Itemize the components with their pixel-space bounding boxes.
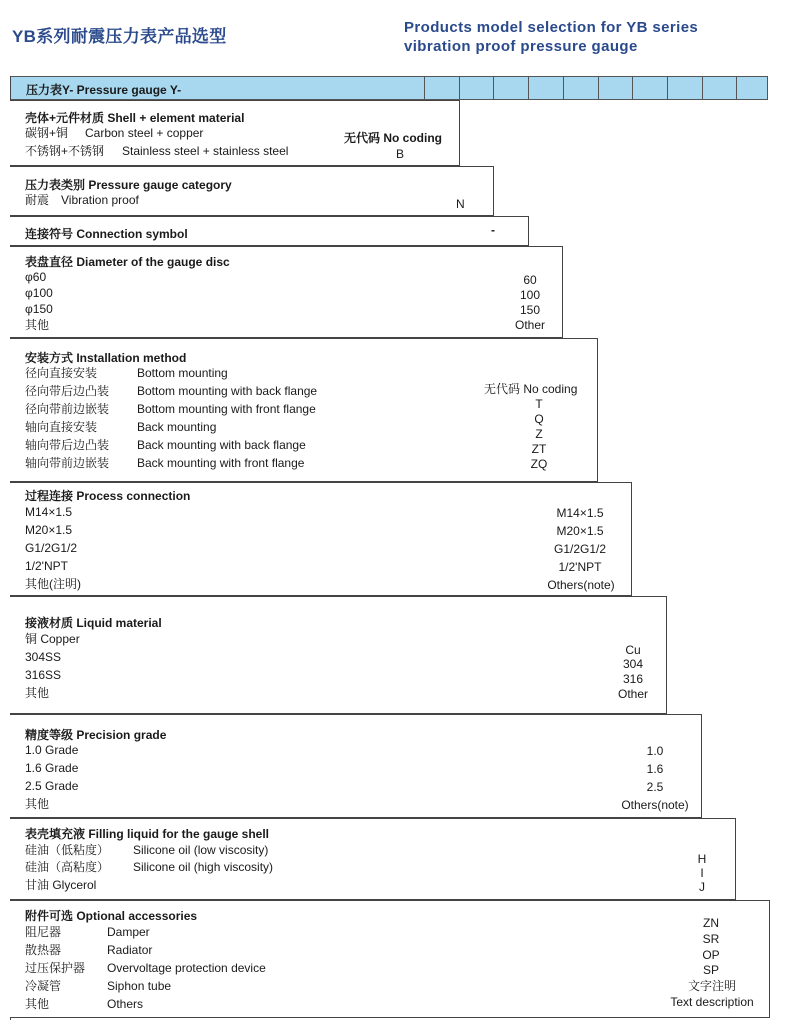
option-cn: 硅油（低粘度） bbox=[25, 843, 110, 857]
option-row: φ60 bbox=[25, 270, 47, 284]
option-cn: 碳钢+铜 bbox=[25, 126, 69, 140]
option-code: 100 bbox=[519, 288, 541, 302]
option-en: Back mounting with back flange bbox=[137, 438, 306, 452]
section-title: 附件可选 Optional accessories bbox=[25, 909, 198, 923]
option-code: Other bbox=[514, 318, 545, 332]
option-cn: 径向带前边嵌装 bbox=[25, 402, 110, 416]
option-row bbox=[25, 125, 204, 142]
option-en: Silicone oil (low viscosity) bbox=[133, 843, 269, 857]
option-row bbox=[25, 978, 172, 995]
option-cn: 阻尼器 bbox=[25, 925, 62, 939]
option-en: Vibration proof bbox=[61, 193, 139, 207]
option-code: Others(note) bbox=[621, 798, 689, 812]
option-en: Back mounting bbox=[137, 420, 217, 434]
header-cell bbox=[736, 77, 737, 99]
option-row bbox=[25, 437, 306, 454]
option-code: I bbox=[700, 866, 704, 880]
option-row: φ100 bbox=[25, 286, 53, 300]
model-header-bar bbox=[10, 76, 768, 100]
option-row: 其他(注明) bbox=[25, 577, 81, 591]
option-code: H bbox=[697, 852, 707, 866]
page-title-en-line-2: vibration proof pressure gauge bbox=[404, 38, 638, 55]
option-row: φ150 bbox=[25, 302, 53, 316]
option-code: Others(note) bbox=[547, 578, 615, 592]
section-gauge-diameter bbox=[10, 246, 563, 338]
option-en: Siphon tube bbox=[107, 979, 172, 993]
option-cn: 轴向直接安装 bbox=[25, 420, 98, 434]
option-cn: 径向带后边凸装 bbox=[25, 384, 110, 398]
section-title: 表盘直径 Diameter of the gauge disc bbox=[25, 255, 230, 269]
option-en: Others bbox=[107, 997, 144, 1011]
option-code: J bbox=[699, 880, 705, 894]
option-en: Carbon steel + copper bbox=[85, 126, 204, 140]
option-row: 其他 bbox=[25, 318, 50, 332]
header-cell bbox=[667, 77, 668, 99]
option-code: G1/2G1/2 bbox=[553, 542, 607, 556]
section-optional-accessories bbox=[10, 900, 770, 1018]
section-title: 表壳填充液 Filling liquid for the gauge shell bbox=[25, 827, 270, 841]
option-row bbox=[25, 996, 144, 1013]
section-title: 接液材质 Liquid material bbox=[25, 616, 162, 630]
option-row: 316SS bbox=[25, 668, 62, 682]
option-cn: 硅油（高粘度） bbox=[25, 860, 110, 874]
option-cn: 散热器 bbox=[25, 943, 62, 957]
section-installation-method bbox=[10, 338, 598, 482]
option-en: Overvoltage protection device bbox=[107, 961, 266, 975]
option-code: Z bbox=[535, 427, 543, 441]
section-filling-liquid bbox=[10, 818, 736, 900]
header-cell bbox=[424, 77, 425, 99]
option-row bbox=[25, 942, 153, 959]
option-en: Stainless steel + stainless steel bbox=[122, 144, 289, 158]
option-code: 60 bbox=[523, 273, 537, 287]
option-en: Radiator bbox=[107, 943, 153, 957]
option-en: Bottom mounting with front flange bbox=[137, 402, 316, 416]
option-row: 1.6 Grade bbox=[25, 761, 79, 775]
header-cell bbox=[598, 77, 599, 99]
option-code: 无代码 No coding bbox=[484, 382, 578, 396]
option-cn: 不锈钢+不锈钢 bbox=[25, 144, 105, 158]
option-row: 1/2'NPT bbox=[25, 559, 68, 573]
option-code: SR bbox=[702, 932, 720, 946]
option-row bbox=[25, 455, 305, 472]
header-cell bbox=[493, 77, 494, 99]
option-cn: 耐震 bbox=[25, 193, 50, 207]
option-row: 2.5 Grade bbox=[25, 779, 79, 793]
option-row: 铜 Copper bbox=[25, 632, 80, 646]
section-title: 精度等级 Precision grade bbox=[25, 728, 167, 742]
option-code: ZN bbox=[703, 916, 719, 930]
option-code: B bbox=[396, 147, 405, 161]
section-connection-symbol bbox=[10, 216, 529, 246]
page-title-cn: YB系列耐震压力表产品选型 bbox=[12, 27, 227, 46]
option-cn: 径向直接安装 bbox=[25, 366, 98, 380]
page-title-en-line-1: Products model selection for YB series bbox=[404, 19, 699, 36]
header-cell bbox=[459, 77, 460, 99]
header-cell bbox=[702, 77, 703, 99]
option-row bbox=[25, 842, 269, 859]
option-row bbox=[25, 401, 316, 418]
option-code: Text description bbox=[670, 995, 754, 1009]
option-row: M14×1.5 bbox=[25, 505, 73, 519]
header-cell bbox=[632, 77, 633, 99]
option-code: 304 bbox=[622, 657, 644, 671]
section-gauge-category bbox=[10, 166, 494, 216]
option-en: Silicone oil (high viscosity) bbox=[133, 860, 274, 874]
option-row: M20×1.5 bbox=[25, 523, 73, 537]
option-code: 无代码 No coding bbox=[344, 131, 442, 145]
section-precision-grade bbox=[10, 714, 702, 818]
option-code: 2.5 bbox=[646, 780, 664, 794]
option-code: M20×1.5 bbox=[556, 524, 604, 538]
model-header-label: 压力表Y- Pressure gauge Y- bbox=[26, 83, 182, 97]
option-row: 其他 bbox=[25, 686, 50, 700]
option-row: G1/2G1/2 bbox=[25, 541, 78, 555]
option-en: Bottom mounting bbox=[137, 366, 228, 380]
option-row bbox=[25, 859, 274, 876]
option-code: Other bbox=[617, 687, 648, 701]
option-row bbox=[25, 383, 318, 400]
section-process-connection bbox=[10, 482, 632, 596]
option-row: 甘油 Glycerol bbox=[25, 878, 97, 892]
section-title: 壳体+元件材质 Shell + element material bbox=[25, 111, 245, 125]
option-code: N bbox=[456, 197, 465, 211]
option-code: Cu bbox=[625, 643, 641, 657]
option-code: T bbox=[535, 397, 543, 411]
option-row bbox=[25, 419, 217, 436]
option-code: OP bbox=[702, 948, 720, 962]
option-cn: 轴向带后边凸装 bbox=[25, 438, 110, 452]
option-en: Back mounting with front flange bbox=[137, 456, 305, 470]
option-row: 1.0 Grade bbox=[25, 743, 79, 757]
option-row bbox=[25, 924, 150, 941]
option-en: Damper bbox=[107, 925, 150, 939]
option-row bbox=[25, 192, 139, 209]
page-title-en bbox=[404, 18, 698, 56]
option-code: 1.6 bbox=[646, 762, 664, 776]
option-code: 150 bbox=[519, 303, 541, 317]
section-shell-material bbox=[10, 100, 460, 166]
option-code: ZT bbox=[531, 442, 547, 456]
header-cell bbox=[563, 77, 564, 99]
option-code: Q bbox=[534, 412, 544, 426]
option-row: 304SS bbox=[25, 650, 62, 664]
option-code: 1.0 bbox=[646, 744, 664, 758]
option-code: - bbox=[491, 223, 495, 237]
section-title: 过程连接 Process connection bbox=[25, 489, 191, 503]
header-cell bbox=[528, 77, 529, 99]
option-code: 1/2'NPT bbox=[558, 560, 602, 574]
option-row: 其他 bbox=[25, 797, 50, 811]
option-cn: 其他 bbox=[25, 997, 50, 1011]
section-title: 压力表类别 Pressure gauge category bbox=[25, 178, 232, 192]
option-cn: 轴向带前边嵌装 bbox=[25, 456, 110, 470]
option-code: ZQ bbox=[530, 457, 548, 471]
option-cn: 冷凝管 bbox=[25, 979, 62, 993]
option-row bbox=[25, 960, 266, 977]
option-row bbox=[25, 143, 289, 160]
option-code: 316 bbox=[622, 672, 644, 686]
option-code: SP bbox=[702, 963, 719, 977]
section-title: 连接符号 Connection symbol bbox=[25, 227, 188, 241]
option-row bbox=[25, 365, 228, 382]
option-code: 文字注明 bbox=[687, 979, 736, 993]
section-liquid-material bbox=[10, 596, 667, 714]
option-code: M14×1.5 bbox=[556, 506, 604, 520]
section-title: 安装方式 Installation method bbox=[25, 351, 187, 365]
option-cn: 过压保护器 bbox=[25, 961, 86, 975]
option-en: Bottom mounting with back flange bbox=[137, 384, 318, 398]
